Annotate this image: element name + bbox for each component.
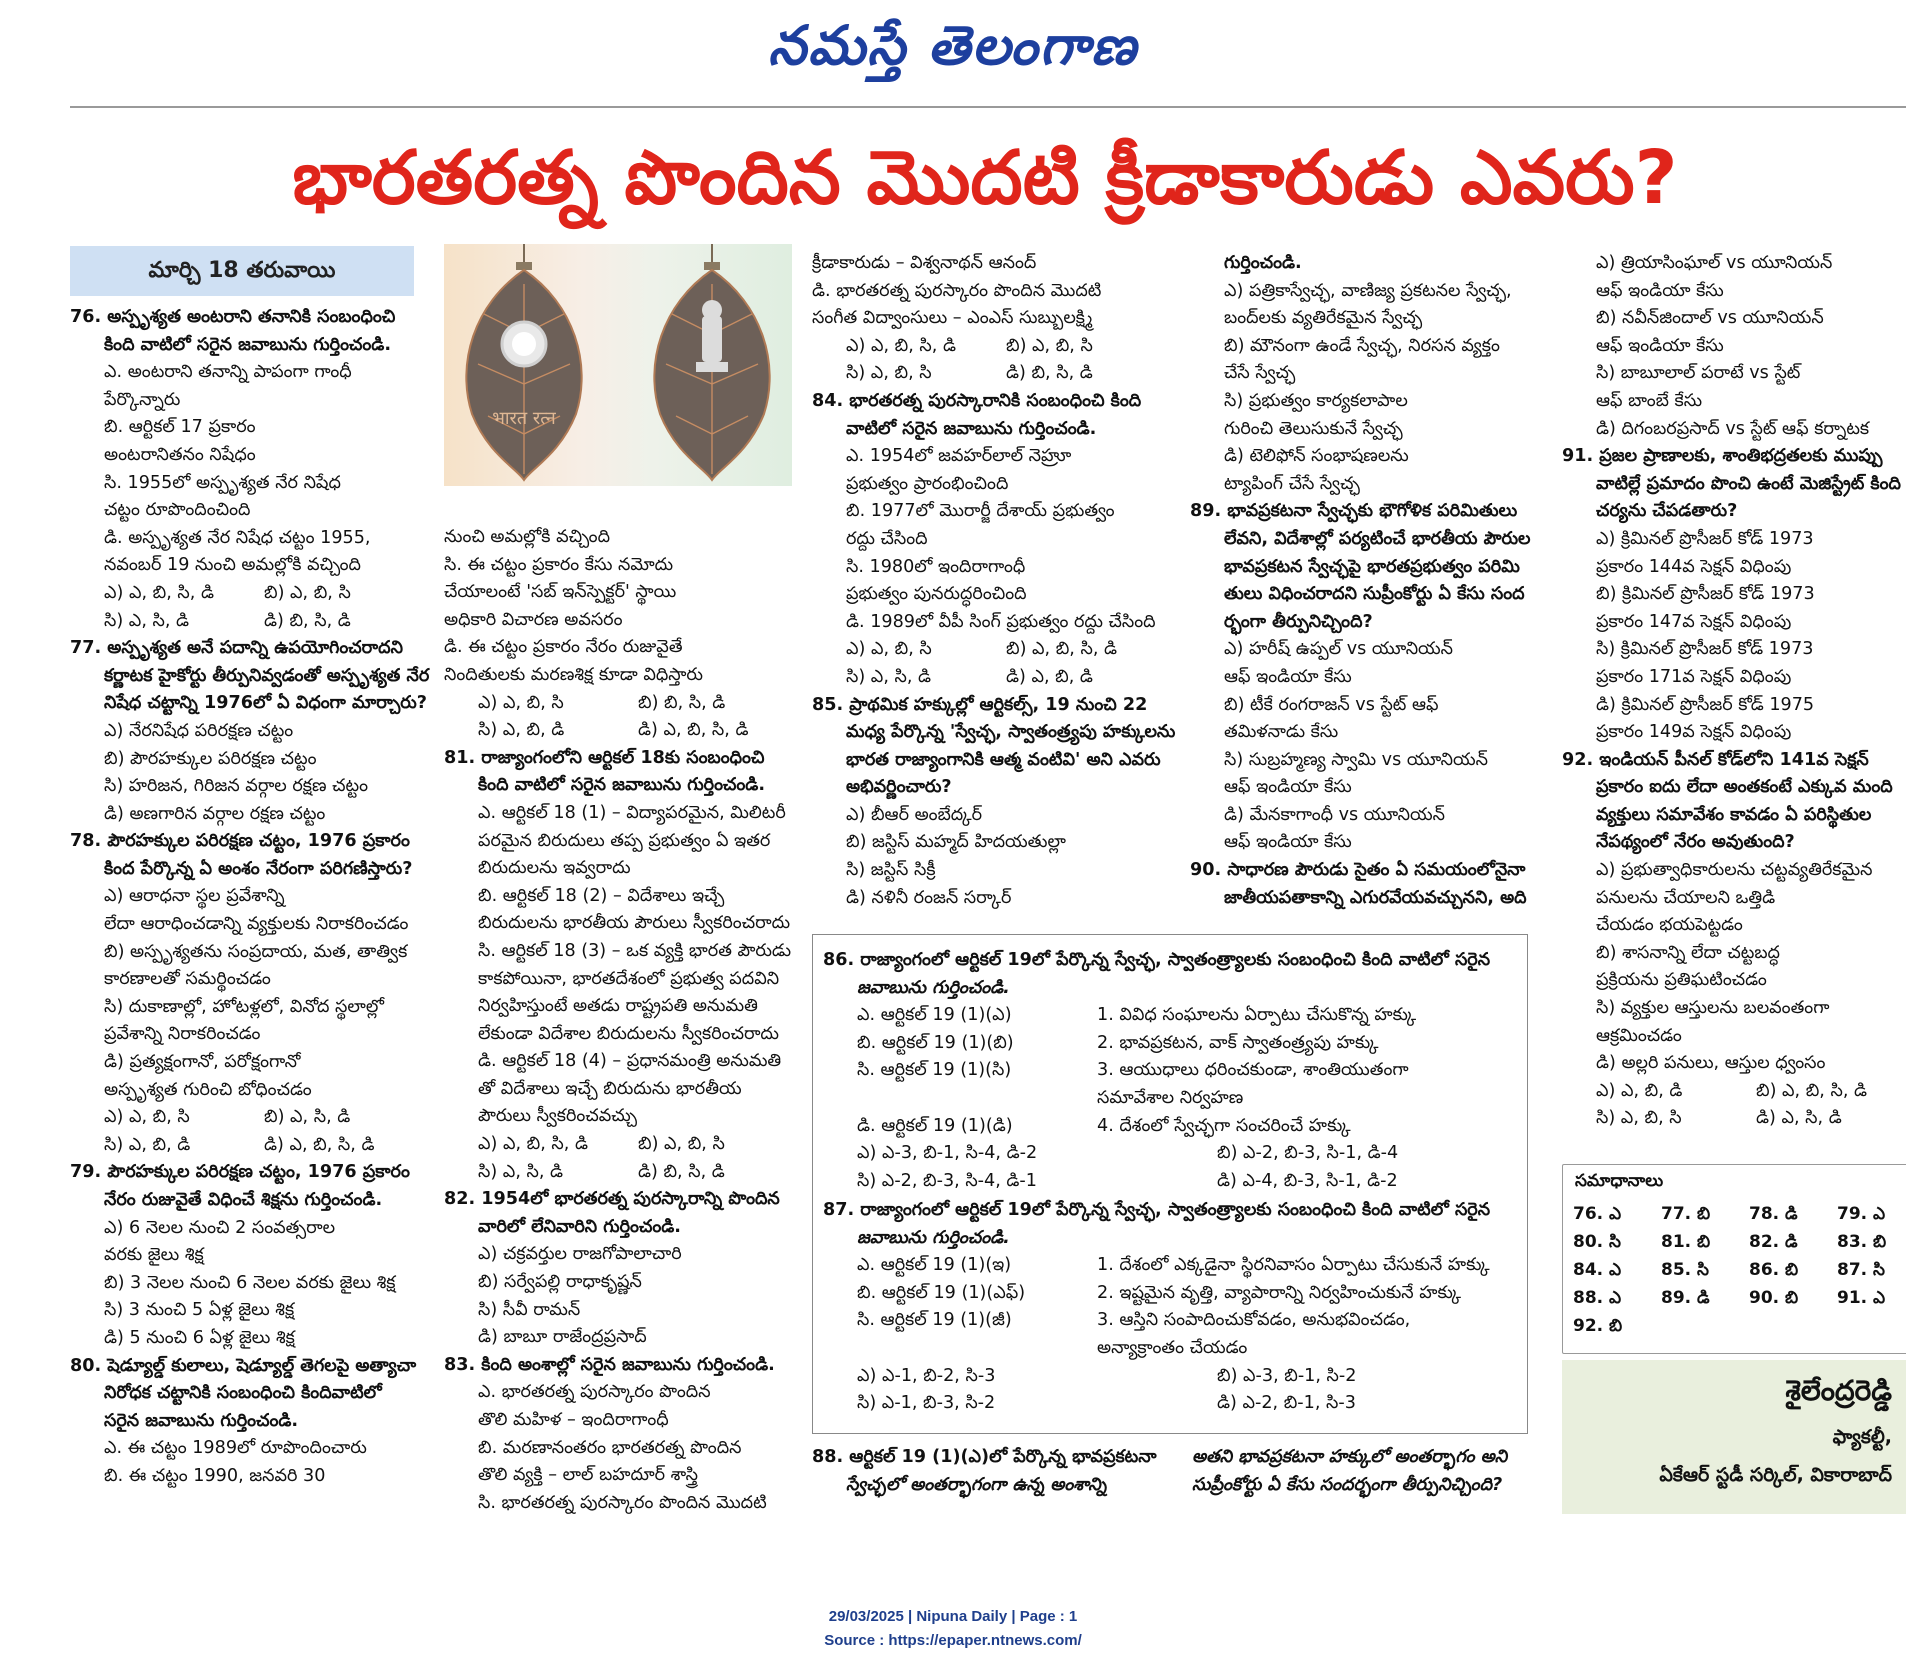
question-text: సరైన జవాబును గుర్తించండి. <box>104 1410 299 1431</box>
match-left: బి. ఆర్టికల్ 19 (1)(బి) <box>857 1032 1014 1053</box>
question-text: వారిలో లేనివారిని గుర్తించండి. <box>478 1216 681 1237</box>
match-row <box>823 1085 1523 1113</box>
answer-item: 92. బి <box>1573 1316 1623 1336</box>
question-text: భావప్రకటన స్వేచ్ఛపై భారతప్రభుత్వం పరిమి <box>1224 556 1520 577</box>
answer-text: ఎ) ప్రభుత్వాధికారులను చట్టవ్యతిరేకమైన <box>1596 860 1873 881</box>
answer-text: సి) ప్రభుత్వం కార్యకలాపాల <box>1224 390 1408 411</box>
answer-text: ఎ) నేరనిషేధ పరిరక్షణ చట్టం <box>104 720 294 741</box>
answer-text: ప్రవేశాన్ని నిరాకరించడం <box>104 1024 261 1045</box>
option-text: బి) ఎ, సి, డి <box>264 1107 351 1128</box>
option-text: ఎ) ఎ, బి, సి, డి <box>478 1134 588 1155</box>
match-right: బి) ఎ-2, బి-3, సి-1, డి-4 <box>1217 1143 1399 1164</box>
answer-text: బి) శాసనాన్ని లేదా చట్టబద్ధ <box>1596 942 1780 963</box>
answer-item: 90. బి <box>1749 1288 1799 1308</box>
answer-text: పౌరులు స్వీకరించవచ్చు <box>478 1106 638 1127</box>
answer-item: 81. బి <box>1661 1232 1711 1252</box>
match-left: సి. ఆర్టికల్ 19 (1)(సి) <box>857 1060 1012 1081</box>
answer-text: డి) బాబూ రాజేంద్రప్రసాద్ <box>478 1327 647 1348</box>
answer-text: బి) సర్వేపల్లి రాధాకృష్ణన్ <box>478 1272 642 1293</box>
option-text: డి) బి, సి, డి <box>264 610 351 631</box>
answer-text: బి. మరణానంతరం భారతరత్న పొందిన <box>478 1437 742 1458</box>
match-row <box>823 1335 1523 1363</box>
option-text: బి) ఎ, బి, సి, డి <box>1006 639 1118 660</box>
option-text: బి) ఎ, బి, సి <box>1006 335 1093 356</box>
answer-text: సి) వ్యక్తుల ఆస్తులను బలవంతంగా <box>1596 998 1830 1019</box>
answer-text: ఎ. ఈ చట్టం 1989లో రూపొందించారు <box>104 1438 367 1459</box>
answer-text: బి. ఆర్టికల్ 17 ప్రకారం <box>104 417 256 438</box>
match-left: ఎ. ఆర్టికల్ 19 (1)(ఎ) <box>857 1005 1012 1026</box>
answer-text: కాకపోయినా, భారతదేశంలో ప్రభుత్వ పదవిని <box>478 968 780 989</box>
question-text: వాటిల్లే ప్రమాదం పొంచి ఉంటే మెజిస్ట్రేట్ కింది <box>1596 473 1901 494</box>
answer-text: నిందితులకు మరణశిక్ష కూడా విధిస్తారు <box>444 664 703 685</box>
answer-text: డి) క్రిమినల్ ప్రొసీజర్ కోడ్ 1975 <box>1596 694 1815 715</box>
answer-text: ప్రక్రియను ప్రతిఘటించడం <box>1596 970 1767 991</box>
answer-text: ఆక్రమించడం <box>1596 1025 1682 1046</box>
question-text: ర్భంగా తీర్పునిచ్చింది? <box>1224 611 1373 632</box>
answer-text: ఆఫ్ ఇండియా కేసు <box>1224 666 1352 687</box>
answer-item: 85. సి <box>1661 1260 1709 1280</box>
footer-source-link[interactable]: Source : https://epaper.ntnews.com/ <box>824 1632 1082 1649</box>
medal-illustration <box>444 244 792 486</box>
masthead-rule <box>70 106 1906 108</box>
question-text: 78. పౌరహక్కుల పరిరక్షణ చట్టం, 1976 ప్రకారం <box>70 831 410 852</box>
match-right: డి) ఎ-4, బి-3, సి-1, డి-2 <box>1217 1170 1398 1191</box>
option-row <box>1562 1078 1906 1106</box>
answer-text: బిరుదులను భారతీయ పౌరులు స్వీకరించరాదు <box>478 913 791 934</box>
answer-text: పేర్కొన్నారు <box>104 389 181 410</box>
answer-text: సి. 1955లో అస్పృశ్యత నేర నిషేధ <box>104 472 341 493</box>
match-right: 1. దేశంలో ఎక్కడైనా స్థిరనివాసం ఏర్పాటు చేసుకునే హక్కు <box>1097 1255 1490 1276</box>
q86-title-1: 86. రాజ్యాంగంలో ఆర్టికల్ 19లో పేర్కొన్న స్వేచ్ఛ, స్వాతంత్ర్యాలకు సంబంధించి కింది వాటిలో సరైన <box>823 950 1491 970</box>
answer-text: చట్టం రూపొందించింది <box>104 500 251 521</box>
answer-item: 77. బి <box>1661 1204 1711 1224</box>
answer-text: బి) టీకే రంగరాజన్ vs స్టేట్ ఆఫ్ <box>1224 694 1439 715</box>
column-3 <box>812 250 1176 912</box>
answer-text: ఎ) క్రిమినల్ ప్రొసీజర్ కోడ్ 1973 <box>1596 528 1814 549</box>
match-row <box>823 1030 1523 1058</box>
answer-text: సి) 3 నుంచి 5 ఏళ్ల జైలు శిక్ష <box>104 1300 295 1321</box>
answer-text: నుంచి అమల్లోకి వచ్చింది <box>444 527 610 547</box>
column-1 <box>70 304 430 1491</box>
answer-text: బిరుదులను ఇవ్వరాదు <box>478 858 631 879</box>
answer-item: 88. ఎ <box>1573 1288 1622 1308</box>
match-row <box>823 1113 1523 1141</box>
question-text: జాతీయపతాకాన్ని ఎగురవేయవచ్చునని, అది <box>1224 887 1527 908</box>
answer-text: డి) ప్రత్యక్షంగానో, పరోక్షంగానో <box>104 1052 301 1073</box>
answer-text: ఎ. భారతరత్న పురస్కారం పొందిన <box>478 1382 711 1403</box>
question-text: నేపథ్యంలో నేరం అవుతుంది? <box>1596 832 1795 853</box>
question-text: నేరం రుజువైతే విధించే శిక్షను గుర్తించండి. <box>104 1190 383 1210</box>
match-row <box>823 1390 1523 1418</box>
q86-title-2: జవాబును గుర్తించండి. <box>857 977 1010 998</box>
answer-text: సి) జస్టిస్ సిక్రీ <box>846 860 936 881</box>
match-row <box>823 1363 1523 1391</box>
q88-line-3: అతని భావప్రకటనా హక్కులో అంతర్భాగం అని <box>1192 1447 1508 1467</box>
answer-text: బి) జస్టిస్ మహ్మద్ హిదయతుల్లా <box>846 832 1066 853</box>
option-text: సి) ఎ, సి, డి <box>478 1161 564 1182</box>
option-row <box>70 1104 414 1132</box>
match-right: అన్యాక్రాంతం చేయడం <box>1097 1337 1248 1358</box>
question-text: 91. ప్రజల ప్రాణాలకు, శాంతిభద్రతలకు ముప్పు <box>1562 446 1883 467</box>
question-text: నిరోధక చట్టానికి సంబంధించి కిందివాటిలో <box>104 1383 382 1404</box>
q88-line-4: సుప్రీంకోర్టు ఏ కేసు సందర్భంగా తీర్పునిచ్చింది? <box>1192 1474 1503 1495</box>
q87-title-2: జవాబును గుర్తించండి. <box>857 1227 1010 1248</box>
answer-text: పరమైన బిరుదులు తప్ప ప్రభుత్వం ఏ ఇతర <box>478 830 771 851</box>
option-text: ఎ) ఎ, బి, సి, డి <box>104 582 214 603</box>
answer-text: డి) 5 నుంచి 6 ఏళ్ల జైలు శిక్ష <box>104 1327 295 1348</box>
match-row <box>823 1252 1523 1280</box>
option-text: సి) ఎ, సి, డి <box>104 610 190 631</box>
answer-text: సి. భారతరత్న పురస్కారం పొందిన మొదటి <box>478 1492 767 1513</box>
question-text: కింద పేర్కొన్న ఏ అంశం నేరంగా పరిగణిస్తారు? <box>104 858 413 879</box>
answer-text: సి. ఆర్టికల్ 18 (3) – ఒక వ్యక్తి భారత పౌరుడు <box>478 940 792 961</box>
option-text: సి) ఎ, బి, డి <box>104 1134 191 1155</box>
option-text: బి) ఎ, బి, సి <box>638 1134 725 1155</box>
option-row <box>812 664 1158 692</box>
answer-text: తొలి మహిళ – ఇందిరాగాంధీ <box>478 1410 669 1430</box>
answer-text: ప్రభుత్వం ప్రారంభించింది <box>846 473 1009 494</box>
q86-rows <box>823 1002 1523 1140</box>
q87-options <box>823 1363 1523 1418</box>
question-text: అభివర్ణించారు? <box>846 777 952 798</box>
answer-text: సి. 1980లో ఇందిరాగాంధీ <box>846 556 1026 577</box>
answer-text: డి) అణగారిన వర్గాల రక్షణ చట్టం <box>104 803 326 824</box>
match-left <box>857 1335 1097 1363</box>
answer-text: లేకుండా విదేశాల బిరుదులను స్వీకరించరాదు <box>478 1023 779 1044</box>
option-row <box>70 1132 414 1160</box>
option-row <box>70 608 414 636</box>
question-text: ప్రకారం ఐదు లేదా అంతకంటే ఎక్కువ మంది <box>1596 777 1893 798</box>
answer-text: సి. ఈ చట్టం ప్రకారం కేసు నమోదు <box>444 554 674 575</box>
answer-text: బి. 1977లో మొరార్జీ దేశాయ్ ప్రభుత్వం <box>846 501 1115 522</box>
answer-text: తమిళనాడు కేసు <box>1224 722 1339 743</box>
answer-text: సి) దుకాణాల్లో, హోటళ్లలో, వినోద స్థలాల్లో <box>104 996 384 1017</box>
answer-text: బి) అస్పృశ్యతను సంప్రదాయ, మత, తాత్విక <box>104 941 408 962</box>
question-text: 82. 1954లో భారతరత్న పురస్కారాన్ని పొందిన <box>444 1189 780 1210</box>
answer-text: ఆఫ్ ఇండియా కేసు <box>1596 280 1724 301</box>
answer-text: ఆఫ్ ఇండియా కేసు <box>1224 777 1352 798</box>
match-left: బి. ఆర్టికల్ 19 (1)(ఎఫ్) <box>857 1282 1026 1303</box>
answer-text: డి) మేనకాగాంధీ vs యూనియన్ <box>1224 804 1445 825</box>
medal-inscription: भारत रत्न <box>492 408 556 429</box>
answer-text: డి. ఈ చట్టం ప్రకారం నేరం రుజువైతే <box>444 637 683 658</box>
match-right: 4. దేశంలో స్వేచ్ఛగా సంచరించే హక్కు <box>1097 1115 1351 1136</box>
answer-text: అధికారి విచారణ అవసరం <box>444 609 623 630</box>
answer-text: క్రీడాకారుడు – విశ్వనాథన్ ఆనంద్ <box>812 253 1037 273</box>
answer-text: చేయాలంటే 'సబ్ ఇన్‌స్పెక్టర్' స్థాయి <box>444 582 677 603</box>
question-87 <box>823 1197 1523 1418</box>
question-text: గుర్తించండి. <box>1224 253 1302 273</box>
question-text: 79. పౌరహక్కుల పరిరక్షణ చట్టం, 1976 ప్రకారం <box>70 1162 410 1183</box>
answer-item: 89. డి <box>1661 1288 1710 1308</box>
answer-text: వరకు జైలు శిక్ష <box>104 1245 204 1266</box>
question-text: లేవని, విదేశాల్లో పర్యటించే భారతీయ పౌరుల <box>1224 528 1531 549</box>
column-4 <box>1190 250 1536 912</box>
answer-text: సి) బాబూలాల్ పరాటే vs స్టేట్ <box>1596 363 1801 384</box>
question-text: 92. ఇండియన్ పీనల్ కోడ్‌లోని 141వ సెక్షన్ <box>1562 749 1869 770</box>
column-5 <box>1562 250 1906 1133</box>
answer-text: లేదా ఆరాధించడాన్ని వ్యక్తులకు నిరాకరించడం <box>104 914 409 935</box>
question-text: కర్ణాటక హైకోర్టు తీర్పునివ్వడంతో అస్పృశ్యత నేర <box>104 665 430 686</box>
match-right: 1. వివిధ సంఘాలను ఏర్పాటు చేసుకొన్న హక్కు <box>1097 1005 1417 1026</box>
answer-text: గురించి తెలుసుకునే స్వేచ్ఛ <box>1224 418 1403 439</box>
author-name: శైలేంద్రరెడ్డి <box>1785 1374 1892 1407</box>
question-text: కింది వాటిలో సరైన జవాబును గుర్తించండి. <box>104 334 391 355</box>
match-right: 2. ఇష్టమైన వృత్తి, వ్యాపారాన్ని నిర్వహించుకునే హక్కు <box>1097 1282 1462 1303</box>
question-text: తులు విధించరాదని సుప్రీంకోర్టు ఏ కేసు సంద <box>1224 584 1525 605</box>
match-left <box>857 1085 1097 1113</box>
answer-item: 78. డి <box>1749 1204 1798 1224</box>
option-text: బి) ఎ, బి, సి, డి <box>1756 1080 1868 1101</box>
answer-text: కారణాలతో సమర్థించడం <box>104 969 271 990</box>
answer-text: ఎ) హరీష్ ఉప్పల్ vs యూనియన్ <box>1224 639 1454 660</box>
answer-text: అంటరానితనం నిషేధం <box>104 444 256 465</box>
question-text: 90. సాధారణ పౌరుడు సైతం ఏ సమయంలోనైనా <box>1190 860 1526 881</box>
option-row <box>812 636 1158 664</box>
question-text: వ్యక్తులు సమావేశం కావడం ఏ పరిస్థితుల <box>1596 804 1872 825</box>
q87-rows <box>823 1252 1523 1362</box>
match-right: సమావేశాల నిర్వహణ <box>1097 1087 1244 1108</box>
question-text: చర్యను చేపడతారు? <box>1596 501 1738 522</box>
match-right: 3. ఆస్తిని సంపాదించుకోవడం, అనుభవించడం, <box>1097 1310 1411 1331</box>
match-row <box>823 1307 1523 1335</box>
match-right: 2. భావప్రకటన, వాక్ స్వాతంత్ర్యపు హక్కు <box>1097 1032 1379 1053</box>
answer-text: బంద్‌లకు వ్యతిరేకమైన స్వేచ్ఛ <box>1224 308 1423 329</box>
question-text: 81. రాజ్యాంగంలోని ఆర్టికల్ 18కు సంబంధించి <box>444 747 765 768</box>
match-left: డి. ఆర్టికల్ 19 (1)(డి) <box>857 1115 1013 1136</box>
answer-text: ప్రకారం 149వ సెక్షన్ విధింపు <box>1596 722 1792 743</box>
match-right: డి) ఎ-2, బి-1, సి-3 <box>1217 1393 1356 1414</box>
match-row <box>823 1280 1523 1308</box>
q88-line-2: స్వేచ్ఛలో అంతర్భాగంగా ఉన్న అంశాన్ని <box>846 1474 1107 1495</box>
answer-text: ట్యాపింగ్ చేసే స్వేచ్ఛ <box>1224 473 1360 494</box>
match-left: సి) ఎ-2, బి-3, సి-4, డి-1 <box>857 1170 1037 1191</box>
option-text: డి) బి, సి, డి <box>1006 363 1093 384</box>
question-text: 85. ప్రాథమిక హక్కుల్లో ఆర్టికల్స్, 19 నుంచి 22 <box>812 694 1148 715</box>
answer-text: బి) పౌరహక్కుల పరిరక్షణ చట్టం <box>104 748 317 769</box>
answer-text: పనులను చేయాలని ఒత్తిడి <box>1596 887 1776 908</box>
answer-text: ప్రభుత్వం పునరుద్ధరించింది <box>846 584 1027 605</box>
option-text: ఎ) ఎ, బి, డి <box>1596 1080 1683 1101</box>
option-text: బి) ఎ, బి, సి <box>264 582 351 603</box>
match-right: 3. ఆయుధాలు ధరించకుండా, శాంతియుతంగా <box>1097 1060 1409 1081</box>
option-row <box>444 717 792 745</box>
answer-text: ప్రకారం 171వ సెక్షన్ విధింపు <box>1596 666 1792 687</box>
answer-item: 91. ఎ <box>1837 1288 1886 1308</box>
answer-text: ఆఫ్ బాంబే కేసు <box>1596 390 1703 411</box>
question-86 <box>823 947 1523 1195</box>
question-text: భారత రాజ్యాంగానికి ఆత్మ వంటివి' అని ఎవరు <box>846 749 1161 770</box>
footer-date-line: 29/03/2025 | Nipuna Daily | Page : 1 <box>828 1608 1078 1625</box>
option-row <box>444 1131 792 1159</box>
answer-text: ఎ) బీఆర్ అంబేద్కర్ <box>846 804 983 825</box>
answer-text: డి) నళినీ రంజన్ సర్కార్ <box>846 887 1012 908</box>
answer-text: నవంబర్ 19 నుంచి అమల్లోకి వచ్చింది <box>104 555 361 576</box>
option-text: సి) ఎ, సి, డి <box>846 666 932 687</box>
answer-text: సి) సీవీ రామన్ <box>478 1299 581 1320</box>
match-left: ఎ) ఎ-3, బి-1, సి-4, డి-2 <box>857 1143 1038 1164</box>
question-text: 89. భావప్రకటనా స్వేచ్ఛకు భౌగోళిక పరిమితులు <box>1190 501 1518 522</box>
answer-item: 83. బి <box>1837 1232 1887 1252</box>
section-badge: మార్చి 18 తరువాయి <box>70 246 414 296</box>
author-organization: ఏకేఆర్ స్టడీ సర్కిల్, వికారాబాద్ <box>1659 1464 1892 1486</box>
match-row <box>823 1168 1523 1196</box>
option-row <box>70 580 414 608</box>
option-row <box>444 690 792 718</box>
match-left: ఎ) ఎ-1, బి-2, సి-3 <box>857 1365 996 1386</box>
answer-text: సి) క్రిమినల్ ప్రొసీజర్ కోడ్ 1973 <box>1596 639 1814 660</box>
answer-text: నిర్వహిస్తుంటే అతడు రాష్ట్రపతి అనుమతి <box>478 996 758 1017</box>
answer-text: ఎ) 6 నెలల నుంచి 2 సంవత్సరాల <box>104 1217 336 1238</box>
option-text: సి) ఎ, బి, డి <box>478 720 565 741</box>
question-text: మధ్య పేర్కొన్న 'స్వేచ్ఛ, స్వాతంత్ర్యపు హక్కులను <box>846 722 1176 743</box>
answer-text: సి) సుబ్రహ్మణ్య స్వామి vs యూనియన్ <box>1224 749 1489 770</box>
option-text: ఎ) ఎ, బి, సి <box>104 1107 190 1128</box>
option-row <box>1562 1105 1906 1133</box>
answer-text: ఎ. ఆర్టికల్ 18 (1) – విద్యాపరమైన, మిలిటరీ <box>478 802 786 823</box>
match-row <box>823 1057 1523 1085</box>
answers-box <box>1562 1164 1906 1354</box>
question-text: 84. భారతరత్న పురస్కారానికి సంబంధించి కింది <box>812 390 1142 411</box>
answer-item: 79. ఎ <box>1837 1204 1886 1224</box>
answer-text: చేయడం భయపెట్టడం <box>1596 915 1743 936</box>
question-text: కింది వాటిలో సరైన జవాబును గుర్తించండి. <box>478 775 765 796</box>
option-text: ఎ) ఎ, బి, సి <box>478 692 564 713</box>
answer-text: బి. ఆర్టికల్ 18 (2) – విదేశాలు ఇచ్చే <box>478 885 725 906</box>
answer-item: 84. ఎ <box>1573 1260 1622 1280</box>
answer-text: డి) దిగంబరప్రసాద్ vs స్టేట్ ఆఫ్ కర్నాటక <box>1596 418 1870 439</box>
answer-text: ఎ) త్రియాసింఘాల్ vs యూనియన్ <box>1596 253 1833 273</box>
match-row <box>823 1140 1523 1168</box>
answer-text: ఆఫ్ ఇండియా కేసు <box>1596 335 1724 356</box>
question-text: నిషేధ చట్టాన్ని 1976లో ఏ విధంగా మార్చారు? <box>104 693 427 714</box>
answer-text: ఎ) చక్రవర్తుల రాజగోపాలాచారి <box>478 1244 682 1265</box>
headline: భారతరత్న పొందిన మొదటి క్రీడాకారుడు ఎవరు? <box>292 135 1678 221</box>
answer-item: 86. బి <box>1749 1260 1799 1280</box>
question-text: 83. కింది అంశాల్లో సరైన జవాబును గుర్తించండి. <box>444 1354 775 1375</box>
answer-text: బి) 3 నెలల నుంచి 6 నెలల వరకు జైలు శిక్ష <box>104 1272 396 1293</box>
author-role: ఫ్యాకల్టీ, <box>1832 1426 1892 1448</box>
answer-text: ఎ. అంటరాని తనాన్ని పాపంగా గాంధీ <box>104 362 352 383</box>
answer-text: అస్పృశ్యత గురించి బోధించడం <box>104 1079 312 1100</box>
answer-item: 87. సి <box>1837 1260 1885 1280</box>
match-left: ఎ. ఆర్టికల్ 19 (1)(ఇ) <box>857 1255 1012 1276</box>
question-text: 76. అస్పృశ్యత అంటరాని తనానికి సంబంధించి <box>70 307 396 327</box>
answer-text: ఎ) పత్రికాస్వేచ్ఛ, వాణిజ్య ప్రకటనల స్వేచ్ఛ, <box>1224 280 1512 301</box>
answer-text: తో విదేశాలు ఇచ్చే బిరుదును భారతీయ <box>478 1078 742 1099</box>
answer-text: డి. ఆర్టికల్ 18 (4) – ప్రధానమంత్రి అనుమతి <box>478 1051 782 1072</box>
answers-title: సమాధానాలు <box>1575 1171 1664 1191</box>
option-text: డి) ఎ, సి, డి <box>1756 1108 1842 1129</box>
option-text: డి) ఎ, బి, డి <box>1006 666 1093 687</box>
answer-text: బి) క్రిమినల్ ప్రొసీజర్ కోడ్ 1973 <box>1596 584 1815 605</box>
match-row <box>823 1002 1523 1030</box>
option-text: ఎ) ఎ, బి, సి, డి <box>846 335 956 356</box>
answer-text: ఆఫ్ ఇండియా కేసు <box>1224 832 1352 853</box>
q87-title-1: 87. రాజ్యాంగంలో ఆర్టికల్ 19లో పేర్కొన్న స్వేచ్ఛ, స్వాతంత్ర్యాలకు సంబంధించి కింది వాటిలో సరైన <box>823 1200 1491 1220</box>
match-left: సి. ఆర్టికల్ 19 (1)(జీ) <box>857 1310 1012 1331</box>
answer-text: రద్దు చేసింది <box>846 528 928 549</box>
answer-text: బి. ఈ చట్టం 1990, జనవరి 30 <box>104 1465 326 1486</box>
question-text: 77. అస్పృశ్యత అనే పదాన్ని ఉపయోగించరాదని <box>70 638 403 659</box>
answer-text: సి) హరిజన, గిరిజన వర్గాల రక్షణ చట్టం <box>104 776 368 797</box>
match-questions-box <box>812 934 1528 1434</box>
q86-options <box>823 1140 1523 1195</box>
bharat-ratna-medal-image <box>444 244 792 486</box>
author-box <box>1562 1360 1906 1514</box>
answer-text: డి. 1989లో వీపీ సింగ్ ప్రభుత్వం రద్దు చేసింది <box>846 611 1156 632</box>
answer-text: ఎ) ఆరాధనా స్థల ప్రవేశాన్ని <box>104 886 285 907</box>
question-88 <box>812 1444 1552 1499</box>
answer-text: డి. అస్పృశ్యత నేర నిషేధ చట్టం 1955, <box>104 527 371 548</box>
answer-text: బి) నవీన్‌జిందాల్ vs యూనియన్ <box>1596 308 1824 329</box>
option-text: డి) బి, సి, డి <box>638 1161 725 1182</box>
option-row <box>812 333 1158 361</box>
answers-grid <box>1573 1201 1903 1339</box>
option-text: సి) ఎ, బి, సి <box>846 363 932 384</box>
answer-text: ఎ. 1954లో జవహర్‌లాల్ నెహ్రూ <box>846 446 1072 467</box>
answer-text: తొలి వ్యక్తి – లాల్ బహదూర్ శాస్త్రి <box>478 1465 698 1486</box>
option-text: బి) బి, సి, డి <box>638 692 726 713</box>
answer-text: సంగీత విద్వాంసులు – ఎంఎస్ సుబ్బులక్ష్మి <box>812 308 1093 329</box>
option-text: డి) ఎ, బి, సి, డి <box>264 1134 375 1155</box>
option-row <box>444 1159 792 1187</box>
answer-item: 76. ఎ <box>1573 1204 1622 1224</box>
answer-text: డి. భారతరత్న పురస్కారం పొందిన మొదటి <box>812 280 1102 301</box>
option-text: ఎ) ఎ, బి, సి <box>846 639 932 660</box>
answer-item: 82. డి <box>1749 1232 1798 1252</box>
q88-line-1: 88. ఆర్టికల్ 19 (1)(ఎ)లో పేర్కొన్న భావప్రకటనా <box>812 1447 1157 1467</box>
match-left: సి) ఎ-1, బి-3, సి-2 <box>857 1393 996 1414</box>
answer-text: డి) టెలిఫోన్ సంభాషణలను <box>1224 446 1409 467</box>
answer-text: బి) మౌనంగా ఉండే స్వేచ్ఛ, నిరసన వ్యక్తం <box>1224 335 1500 356</box>
answer-text: చేసే స్వేచ్ఛ <box>1224 363 1296 384</box>
answer-text: డి) అల్లరి పనులు, ఆస్తుల ధ్వంసం <box>1596 1053 1826 1074</box>
masthead: నమస్తే తెలంగాణ <box>768 14 1138 77</box>
question-text: వాటిలో సరైన జవాబును గుర్తించండి. <box>846 418 1097 439</box>
column-2 <box>444 524 792 1517</box>
option-text: సి) ఎ, బి, సి <box>1596 1108 1682 1129</box>
answer-text: ప్రకారం 144వ సెక్షన్ విధింపు <box>1596 556 1792 577</box>
question-text: 80. షెడ్యూల్డ్ కులాలు, షెడ్యూల్డ్ తెగలపై అత్యాచా <box>70 1355 417 1376</box>
answer-item: 80. సి <box>1573 1232 1621 1252</box>
option-row <box>812 360 1158 388</box>
option-text: డి) ఎ, బి, సి, డి <box>638 720 749 741</box>
match-right: బి) ఎ-3, బి-1, సి-2 <box>1217 1365 1357 1386</box>
answer-text: ప్రకారం 147వ సెక్షన్ విధింపు <box>1596 611 1792 632</box>
